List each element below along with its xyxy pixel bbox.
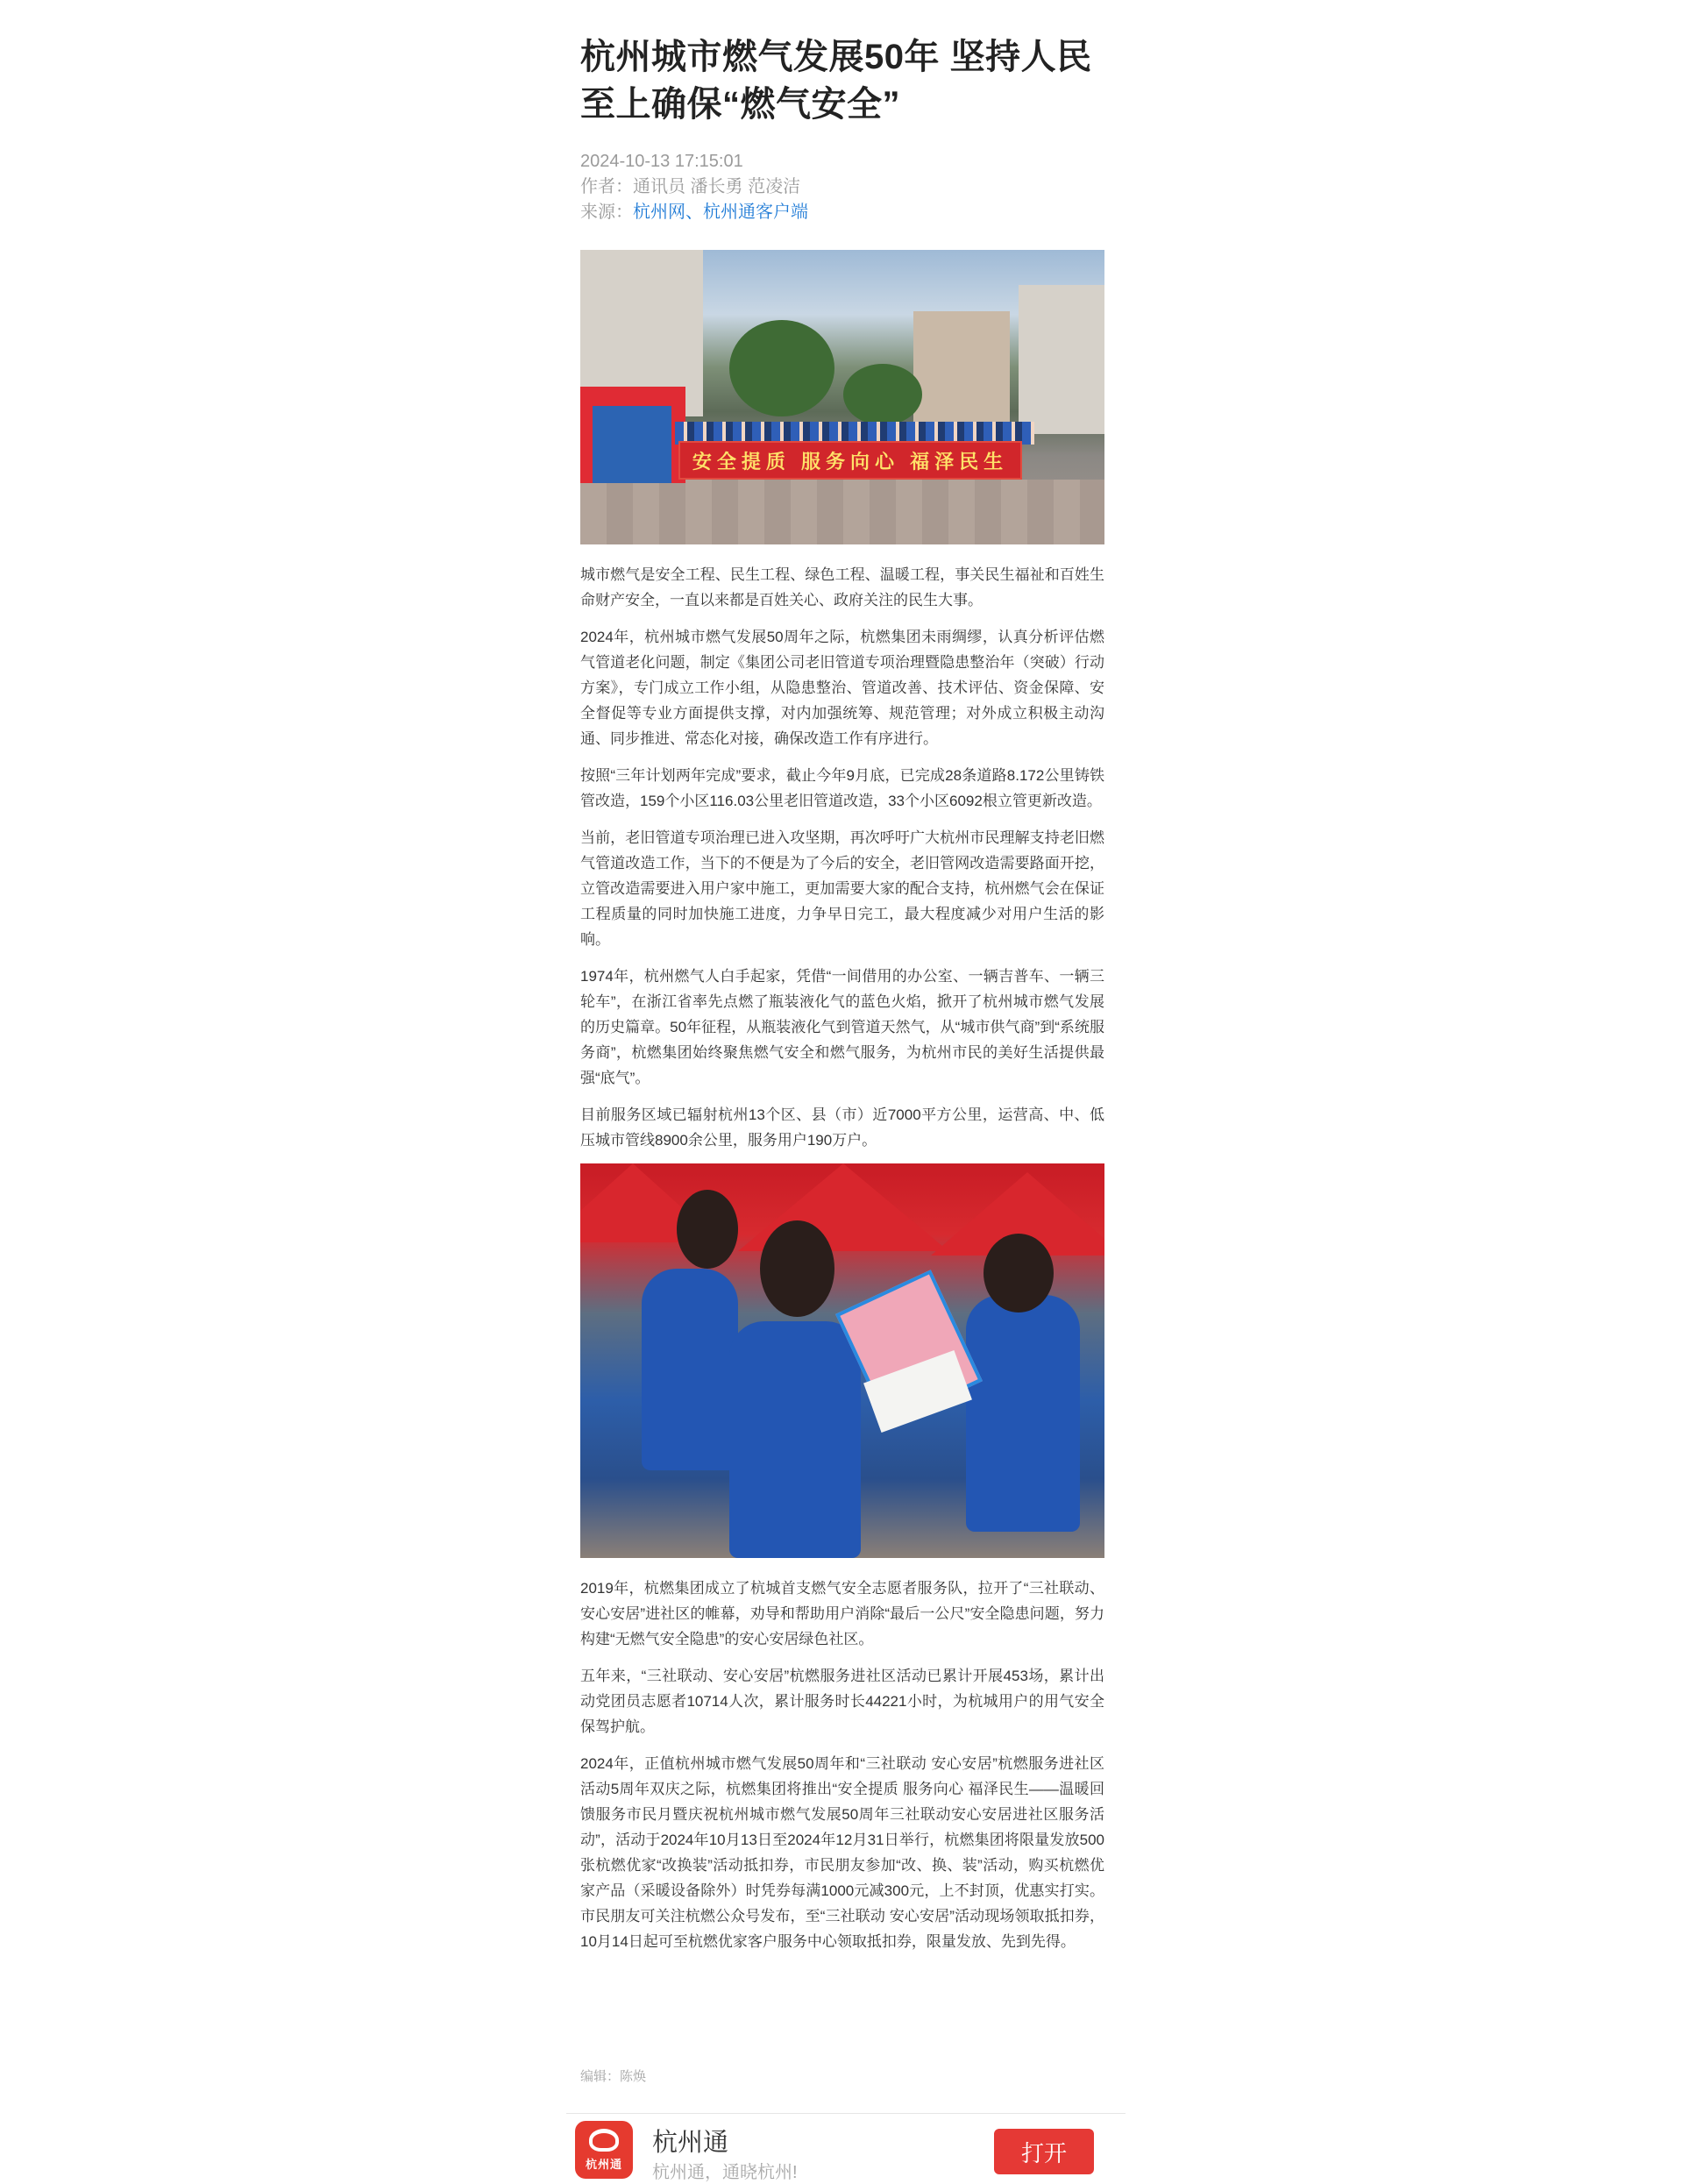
volunteer-vest bbox=[642, 1269, 738, 1470]
article-title: 杭州城市燃气发展50年 坚持人民至上确保“燃气安全” bbox=[580, 38, 1092, 124]
paragraph: 按照“三年计划两年完成”要求，截止今年9月底，已完成28条道路8.172公里铸铁管改造，159个小区116.03公里老旧管道改造，33个小区6092根立管更新改造。 bbox=[580, 767, 1104, 809]
author-line bbox=[580, 174, 1104, 200]
article-meta bbox=[580, 149, 1104, 225]
paragraph-group-b bbox=[580, 1576, 1104, 1954]
volunteers-service-photo bbox=[580, 1163, 1104, 1558]
logo-text: 杭州通 bbox=[585, 2157, 622, 2171]
source-link[interactable]: 杭州网、杭州通客户端 bbox=[633, 203, 808, 222]
red-banner: 安全提质 服务向心 福泽民生 bbox=[678, 441, 1022, 480]
open-app-button[interactable]: 打开 bbox=[994, 2129, 1094, 2174]
app-logo[interactable] bbox=[575, 2121, 633, 2179]
tree bbox=[729, 320, 834, 416]
paragraph: 2024年，正值杭州城市燃气发展50周年和“三社联动 安心安居”杭燃服务进社区活动5周年双庆之际，杭燃集团将推出“安全提质 服务向心 福泽民生——温暖回馈服务市民月暨庆祝杭州城市燃气发展50周年三社联动安心安居进社区服务活动”，活动于2024年10月13日至2024年12月31日举行，杭燃集团将限量发放500张杭燃优家“改换装”活动抵扣券，市民朋友参加“改、换、装”活动，购买杭燃优家产品（采暖设备除外）时凭券每满1000元减300元，上不封顶，优惠实打实。市民朋友可关注杭燃公众号发布，至“三社联动 安心安居”活动现场领取抵扣券，10月14日起可至杭燃优家客户服务中心领取抵扣券，限量发放、先到先得。 bbox=[580, 1755, 1104, 1950]
app-name: 杭州通 bbox=[652, 2129, 729, 2157]
author-names: 通讯员 潘长勇 范凌洁 bbox=[633, 177, 801, 196]
volunteer-head bbox=[984, 1234, 1054, 1313]
editor-credit: 编辑：陈焕 bbox=[580, 2069, 647, 2084]
author-label: 作者： bbox=[580, 177, 633, 196]
paragraph: 目前服务区域已辐射杭州13个区、县（市）近7000平方公里，运营高、中、低压城市管线8900余公里，服务用户190万户。 bbox=[580, 1106, 1104, 1149]
source-label: 来源： bbox=[580, 203, 633, 222]
publish-datetime: 2024-10-13 17:15:01 bbox=[580, 152, 743, 171]
building-right bbox=[913, 311, 1010, 425]
app-download-bar bbox=[566, 2113, 1126, 2184]
paragraph: 1974年，杭州燃气人白手起家，凭借“一间借用的办公室、一辆吉普车、一辆三轮车”，在浙江省率先点燃了瓶装液化气的蓝色火焰，掀开了杭州城市燃气发展的历史篇章。50年征程，从瓶装液化气到管道天然气，从“城市供气商”到“系统服务商”，杭燃集团始终聚焦燃气安全和燃气服务，为杭州市民的美好生活提供最强“底气”。 bbox=[580, 968, 1104, 1086]
tent-interior bbox=[593, 406, 671, 483]
volunteer-vest bbox=[966, 1295, 1080, 1532]
paragraph: 2019年，杭燃集团成立了杭城首支燃气安全志愿者服务队，拉开了“三社联动、安心安居”进社区的帷幕，劝导和帮助用户消除“最后一公尺”安全隐患问题，努力构建“无燃气安全隐患”的安心安居绿色社区。 bbox=[580, 1580, 1104, 1647]
logo-swirl-icon bbox=[589, 2129, 619, 2152]
volunteer-vest bbox=[729, 1321, 861, 1558]
volunteer-head bbox=[677, 1190, 738, 1269]
paragraph: 2024年，杭州城市燃气发展50周年之际，杭燃集团未雨绸缪，认真分析评估燃气管道老化问题，制定《集团公司老旧管道专项治理暨隐患整治年（突破）行动方案》，专门成立工作小组，从隐患整治、管道改善、技术评估、资金保障、安全督促等专业方面提供支撑，对内加强统筹、规范管理；对外成立积极主动沟通、同步推进、常态化对接，确保改造工作有序进行。 bbox=[580, 629, 1104, 747]
article bbox=[580, 33, 1104, 1954]
paragraph: 城市燃气是安全工程、民生工程、绿色工程、温暖工程，事关民生福祉和百姓生命财产安全，一直以来都是百姓关心、政府关注的民生大事。 bbox=[580, 566, 1104, 608]
building-far-right bbox=[1019, 285, 1104, 434]
paragraph: 五年来，“三社联动、安心安居”杭燃服务进社区活动已累计开展453场，累计出动党团员志愿者10714人次，累计服务时长44221小时，为杭城用户的用气安全保驾护航。 bbox=[580, 1668, 1104, 1735]
plaza-ground bbox=[580, 480, 1104, 544]
tree bbox=[843, 364, 922, 425]
volunteer-head bbox=[760, 1220, 834, 1317]
source-line bbox=[580, 200, 1104, 225]
paragraph: 当前，老旧管道专项治理已进入攻坚期，再次呼吁广大杭州市民理解支持老旧燃气管道改造工作，当下的不便是为了今后的安全，老旧管网改造需要路面开挖，立管改造需要进入用户家中施工，更加需要大家的配合支持，杭州燃气会在保证工程质量的同时加快施工进度，力争早日完工，最大程度减少对用户生活的影响。 bbox=[580, 829, 1104, 948]
event-group-photo bbox=[580, 250, 1104, 544]
paragraph-group-a bbox=[580, 562, 1104, 1153]
app-slogan: 杭州通，通晓杭州! bbox=[652, 2163, 798, 2182]
